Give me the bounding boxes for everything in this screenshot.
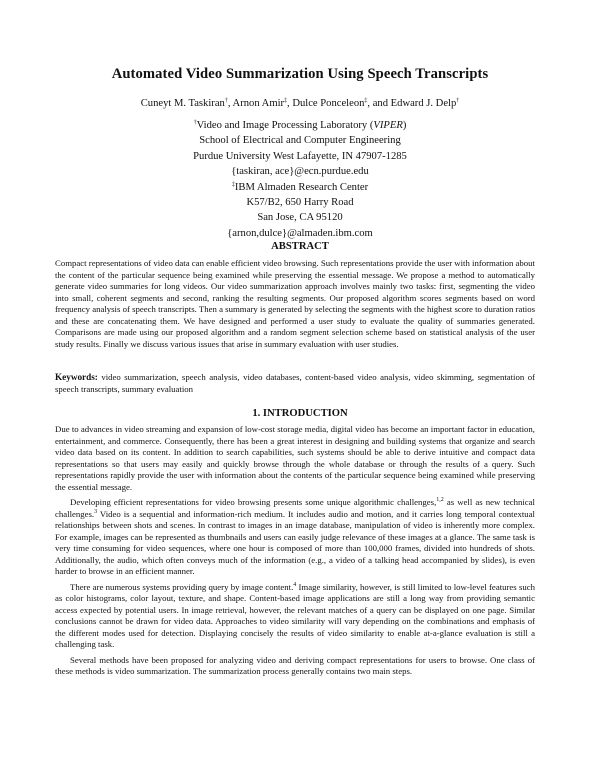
author-separator: , [227, 98, 233, 109]
author-separator: , [287, 98, 293, 109]
lab-acronym: VIPER [373, 120, 403, 131]
affiliation-email: {taskiran, ace}@ecn.purdue.edu [231, 166, 369, 178]
keywords-text: video summarization, speech analysis, video databases, content-based video analysis, video skimming, segmentation of speech transcripts, summary evaluation [55, 372, 536, 394]
abstract-text: Compact representations of video data can enable efficient video browsing. Such representations provide the user with information about the content of the particular sequence being examined while preserving the essential message. We propose a method to automatically generate video summaries for long videos. Our video summarization approach involves mainly two tasks: first, segmenting the video into small, coherent segments and second, ranking the resulting segments. Our proposed algorithm scores segments based on word frequency analysis of speech transcripts. Then a summary is generated by selecting the segments with the highest score to duration ratios and these are concatenating them. We have designed and performed a user study to evaluate the quality of summaries generated. Comparisons are made using our proposed algorithm and a random segment selection scheme based on statistical analysis of the user study results. Finally we discuss various issues that arise in summary evaluation with user studies. [55, 258, 535, 349]
citation: 1,2 [436, 497, 444, 503]
paper-title: Automated Video Summarization Using Speech Transcripts [111, 66, 489, 82]
author-name: Edward J. Delp [390, 98, 457, 109]
author-list [0, 98, 600, 109]
abstract-heading: ABSTRACT [271, 241, 329, 252]
author-name: Arnon Amir [232, 98, 285, 109]
affiliation-mark: † [456, 98, 460, 104]
affiliation-mark: ‡ [364, 98, 368, 104]
affiliation-city: San Jose, CA 95120 [257, 212, 343, 224]
affiliation-email: {arnon,dulce}@almaden.ibm.com [227, 227, 373, 239]
author-separator: , and [367, 98, 391, 109]
introduction-body [55, 424, 535, 678]
citation: 4 [293, 581, 297, 588]
affiliation-mark: ‡ [284, 98, 288, 104]
keywords [55, 372, 535, 395]
affiliations [0, 118, 600, 241]
affiliation-mark: † [224, 98, 228, 104]
author-name: Cuneyt M. Taskiran [140, 98, 225, 109]
section-heading-introduction: 1. INTRODUCTION [252, 408, 348, 419]
paragraph: Several methods have been proposed for analyzing video and deriving compact representations for users to browse. One class of these methods is video summarization. The summarization process generally contains two main steps. [55, 654, 535, 676]
paragraph: Developing efficient representations for video browsing presents some unique algorithmic challenges,$^{1,2}$ as well as new technical challenges.$^3$ Video is a sequential and information-rich medium. It includes audio and motion, and it carries long temporal contextual relationships between shots and scenes. In contrast to images in an image database, manipulation of video is inherently more complex. For example, images can be represented as thumbnails and users can easily judge relevance of these images at a glance. The same task is very time consuming for video sequences, where one hour is composed of more than 100,000 frames, divided into hundreds of shots. Additionally, the audio, which often conveys much of the information (e.g., a video of a talking head accompanied by slides), is even harder to browse in an efficient manner. [55, 497, 535, 576]
paragraph: Due to advances in video streaming and expansion of low-cost storage media, digital video has become an important factor in education, entertainment, and commerce. Consequently, there has been a great interest in designing and building systems that organize and search video data based on its content. In addition to search capabilities, such systems should be able to derive intuitive and compact data representations so that users may easily and quickly browse through the whole database or through the results of a query. Such representations rapidly provide the user with information about the contents of the particular sequence being examined while preserving the essential message. [55, 424, 535, 492]
author-name: Dulce Ponceleon [292, 98, 365, 109]
affiliation-lab: †Video and Image Processing Laboratory (VIPER) [193, 120, 407, 131]
affiliation-mark: ‡ [231, 181, 235, 188]
affiliation-center: ‡IBM Almaden Research Center [231, 181, 369, 193]
affiliation-mark: † [193, 120, 197, 126]
keywords-label: Keywords: [55, 372, 98, 382]
abstract-body [55, 258, 535, 350]
paragraph: There are numerous systems providing query by image content.$^4$ Image similarity, however, is still limited to low-level features such as color histograms, color layout, texture, and shape. Content-based image applications are still a long way from providing semantic access expected by potential users. In image retrieval, however, the relevant matches of a query can be displayed on one page. Similar conclusions cannot be drawn for video data. Approaches to video similarity will vary depending on the combinations and emphasis of the different modes used for detection. Displaying concisely the results of video similarity to enable at-a-glance evaluation is still a challenging task. [55, 581, 535, 649]
affiliation-school: School of Electrical and Computer Engineering [199, 135, 401, 147]
citation: 3 [94, 508, 98, 515]
affiliation-university: Purdue University West Lafayette, IN 47907-1285 [193, 150, 407, 162]
affiliation-address: K57/B2, 650 Harry Road [246, 197, 354, 209]
